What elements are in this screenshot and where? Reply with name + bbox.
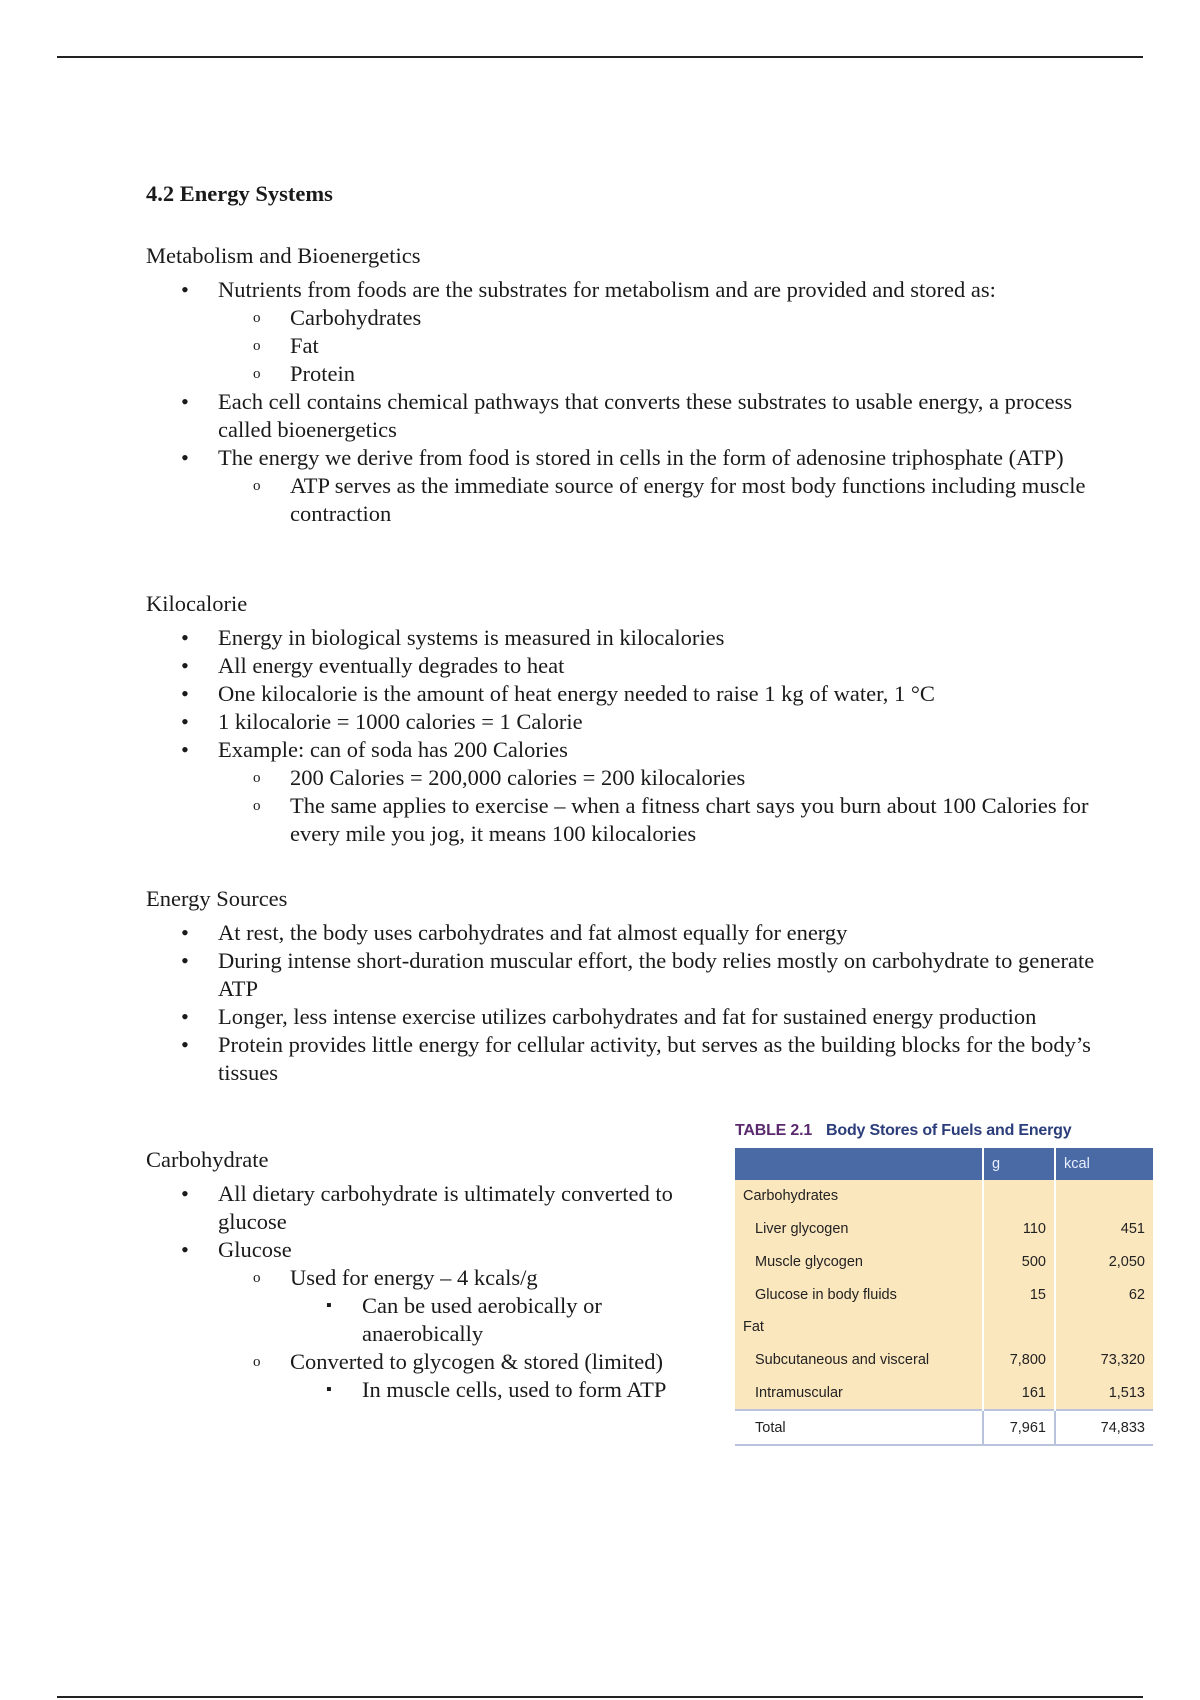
list-item: • During intense short-duration muscular effort, the body relies mostly on carbohydrate to generate ATP: [181, 948, 1095, 1001]
circle-bullet-icon: o: [253, 1354, 261, 1370]
list-item: • One kilocalorie is the amount of heat energy needed to raise 1 kg of water, 1 °C: [181, 681, 935, 706]
section-metabolism: [146, 242, 1106, 528]
fuel-stores-table: [735, 1148, 1153, 1446]
square-bullet-icon: ▪: [326, 1381, 332, 1398]
section-carbohydrate: [146, 1146, 726, 1404]
table-group-row: [735, 1311, 1153, 1343]
circle-bullet-icon: o: [253, 310, 261, 326]
section-heading: Energy Sources: [146, 886, 288, 911]
column-header: [735, 1148, 983, 1180]
circle-bullet-icon: o: [253, 366, 261, 382]
bullet-icon: •: [181, 445, 189, 470]
bullet-icon: •: [181, 920, 189, 945]
group-label: Carbohydrates: [735, 1180, 983, 1212]
list-item: • Nutrients from foods are the substrates for metabolism and are provided and stored as:: [181, 277, 996, 302]
table-row: Liver glycogen 110 451: [735, 1212, 1153, 1245]
list-item: o ATP serves as the immediate source of energy for most body functions including muscle contraction: [253, 473, 1086, 526]
table-total-row: Total 7,961 74,833: [735, 1410, 1153, 1445]
square-bullet-icon: ▪: [326, 1297, 332, 1314]
list-item: o Converted to glycogen & stored (limited): [253, 1349, 664, 1374]
circle-bullet-icon: o: [253, 798, 261, 814]
table-row: Muscle glycogen 500 2,050: [735, 1245, 1153, 1278]
section-heading: Metabolism and Bioenergetics: [146, 243, 421, 268]
circle-bullet-icon: o: [253, 770, 261, 786]
list-item: o Fat: [253, 333, 319, 358]
list-item: • The energy we derive from food is stored in cells in the form of adenosine triphosphate (ATP): [181, 445, 1064, 470]
table-header-row: [735, 1148, 1153, 1180]
list-item: • Glucose: [181, 1237, 292, 1262]
circle-bullet-icon: o: [253, 1270, 261, 1286]
table-title: Body Stores of Fuels and Energy: [826, 1122, 1072, 1139]
bullet-icon: •: [181, 1181, 189, 1206]
list-item: ▪ Can be used aerobically or anaerobically: [326, 1293, 602, 1346]
bullet-icon: •: [181, 1237, 189, 1262]
bullet-icon: •: [181, 389, 189, 414]
bullet-icon: •: [181, 737, 189, 762]
bullet-icon: •: [181, 1004, 189, 1029]
table-number: TABLE 2.1: [735, 1122, 813, 1139]
bullet-icon: •: [181, 277, 189, 302]
list-item: • 1 kilocalorie = 1000 calories = 1 Calorie: [181, 709, 583, 734]
list-item: o 200 Calories = 200,000 calories = 200 kilocalories: [253, 765, 746, 790]
list-item: o Used for energy – 4 kcals/g: [253, 1265, 538, 1290]
column-header: g: [983, 1148, 1055, 1180]
table-caption: [735, 1122, 1153, 1140]
table-row: Intramuscular 161 1,513: [735, 1376, 1153, 1410]
list-item: • All dietary carbohydrate is ultimately converted to glucose: [181, 1181, 673, 1234]
list-item: • Each cell contains chemical pathways that converts these substrates to usable energy, a process called bioenergetics: [181, 389, 1073, 442]
bullet-icon: •: [181, 948, 189, 973]
list-item: • Protein provides little energy for cellular activity, but serves as the building blocks for the body’s tissues: [181, 1032, 1091, 1085]
table-group-row: [735, 1180, 1153, 1212]
list-item: o Protein: [253, 361, 355, 386]
list-item: o Carbohydrates: [253, 305, 422, 330]
section-heading: Kilocalorie: [146, 591, 248, 616]
list-item: • All energy eventually degrades to heat: [181, 653, 565, 678]
bullet-icon: •: [181, 709, 189, 734]
table-row: Glucose in body fluids 15 62: [735, 1278, 1153, 1311]
circle-bullet-icon: o: [253, 478, 261, 494]
circle-bullet-icon: o: [253, 338, 261, 354]
group-label: Fat: [735, 1311, 983, 1343]
bullet-icon: •: [181, 681, 189, 706]
footer-rule: [57, 1696, 1143, 1698]
list-item: • At rest, the body uses carbohydrates and fat almost equally for energy: [181, 920, 848, 945]
list-item: • Example: can of soda has 200 Calories: [181, 737, 568, 762]
column-header: kcal: [1055, 1148, 1153, 1180]
header-rule: [57, 56, 1143, 58]
page-title-block: [146, 180, 1106, 208]
section-heading: Carbohydrate: [146, 1147, 269, 1172]
bullet-icon: •: [181, 625, 189, 650]
table-row: Subcutaneous and visceral 7,800 73,320: [735, 1343, 1153, 1376]
list-item: ▪ In muscle cells, used to form ATP: [326, 1377, 667, 1402]
bullet-icon: •: [181, 653, 189, 678]
section-kilocalorie: [146, 590, 1106, 848]
fuel-stores-table-figure: [735, 1122, 1153, 1446]
bullet-icon: •: [181, 1032, 189, 1057]
page-title: 4.2 Energy Systems: [146, 181, 333, 206]
list-item: • Energy in biological systems is measured in kilocalories: [181, 625, 725, 650]
section-energy-sources: [146, 885, 1106, 1087]
list-item: • Longer, less intense exercise utilizes carbohydrates and fat for sustained energy production: [181, 1004, 1037, 1029]
list-item: o The same applies to exercise – when a fitness chart says you burn about 100 Calories for every mile you jog, it means 100 kilocalories: [253, 793, 1089, 846]
